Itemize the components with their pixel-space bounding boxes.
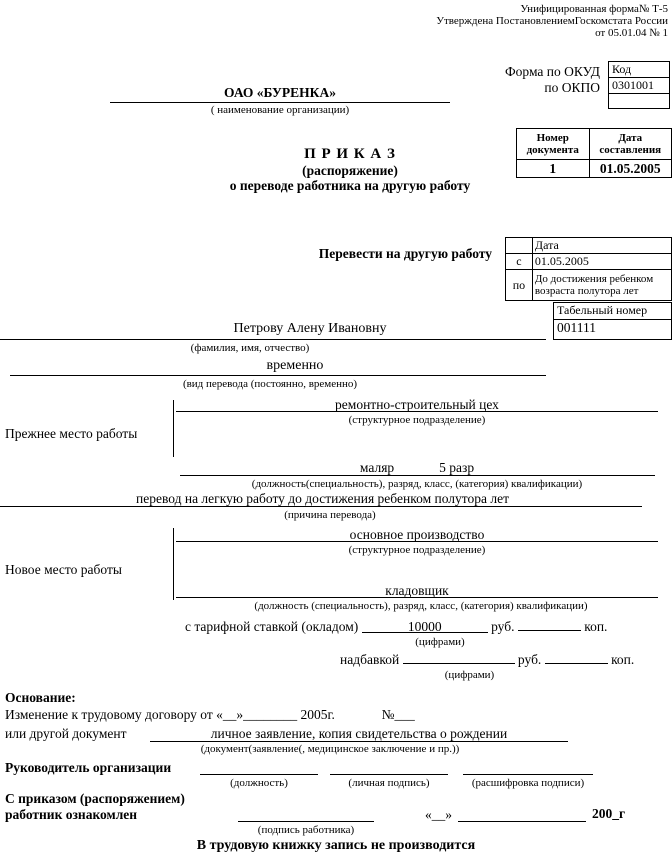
transfer-to-value: До достижения ребенком возраста полутора лет: [532, 270, 671, 301]
fio-caption: (фамилия, имя, отчество): [190, 342, 310, 354]
other-doc-label: или другой документ: [5, 726, 127, 741]
form-note-line3: от 05.01.04 № 1: [595, 27, 668, 39]
basis-number-blank: №___: [381, 707, 415, 722]
salary-kop-blank: [518, 617, 581, 631]
new-department-caption: (структурное подразделение): [348, 544, 486, 556]
personnel-number-value: 001111: [557, 320, 596, 335]
bonus-kop-blank: [545, 650, 608, 664]
transfer-date-header: Дата: [532, 238, 671, 254]
form-note: [248, 3, 668, 39]
head-position-blank: [200, 774, 318, 775]
transfer-label: Перевести на другую работу: [318, 246, 492, 261]
code-box: [608, 61, 670, 109]
org-name: ОАО «БУРЕНКА»: [224, 85, 336, 100]
head-position-caption: (должность): [230, 777, 288, 789]
new-position-caption: (должность (специальность), разряд, класс, (категория) квалификации): [254, 600, 588, 612]
salary-digits-caption: (цифрами): [415, 636, 465, 648]
transfer-date-table: [505, 237, 672, 301]
transfer-from-value: 01.05.2005: [532, 254, 671, 270]
form-note-line2: Утверждена ПостановлениемГоскомстата России: [436, 15, 668, 27]
transfer-reason-caption: (причина перевода): [284, 509, 376, 521]
salary-line: [185, 617, 607, 635]
head-signature-blank: [330, 774, 448, 775]
previous-department-caption: (структурное подразделение): [348, 414, 486, 426]
new-place-label: Новое место работы: [5, 562, 122, 577]
doc-subtitle: (распоряжение): [302, 163, 398, 178]
new-place-bracket: [173, 528, 174, 600]
doc-number-header: Номер документа: [517, 129, 590, 160]
transfer-empty-cell: [506, 238, 533, 254]
salary-label: с тарифной ставкой (окладом): [185, 619, 359, 634]
personnel-number-box: [553, 302, 672, 340]
previous-position-underline: [180, 475, 655, 476]
basis-label: Основание:: [5, 690, 76, 705]
acquainted-year: 200_г: [592, 806, 626, 821]
doc-date-value: 01.05.2005: [589, 160, 672, 178]
head-label: Руководитель организации: [5, 760, 172, 775]
head-signature-caption: (личная подпись): [348, 777, 430, 789]
previous-department: ремонтно-строительный цех: [335, 397, 499, 412]
other-doc-caption: (документ(заявление(, медицинское заключение и пр.)): [200, 743, 460, 755]
transfer-to-label: по: [506, 270, 533, 301]
transfer-reason-underline: [0, 506, 642, 507]
salary-value-blank: 10000: [362, 619, 488, 633]
new-department-underline: [176, 541, 658, 542]
bonus-label: надбавкой: [340, 652, 400, 667]
new-position: кладовщик: [385, 583, 449, 598]
personnel-number-label: Табельный номер: [554, 303, 671, 320]
transfer-from-label: с: [506, 254, 533, 270]
bonus-line: [340, 650, 634, 668]
acquainted-date-blank: [458, 821, 586, 822]
doc-date-header: Дата составления: [589, 129, 672, 160]
okpo-label: по ОКПО: [544, 80, 600, 95]
okud-okpo-labels: [430, 64, 600, 96]
previous-grade: 5 разр: [439, 460, 475, 475]
salary-kop-label: коп.: [584, 619, 608, 634]
doc-subject: о переводе работника на другую работу: [229, 178, 471, 193]
bonus-value-blank: [403, 650, 515, 664]
transfer-kind-caption: (вид перевода (постоянно, временно): [182, 378, 358, 390]
acquainted-line2: работник ознакомлен: [5, 807, 138, 822]
acquainted-date-quotes: «__»: [425, 807, 452, 822]
head-transcript-caption: (расшифровка подписи): [471, 777, 585, 789]
salary-rub-label: руб.: [491, 619, 515, 634]
new-department: основное производство: [349, 527, 485, 542]
code-box-header: Код: [609, 62, 669, 78]
head-transcript-blank: [463, 774, 593, 775]
previous-position: маляр: [359, 460, 395, 475]
previous-place-bracket: [173, 400, 174, 457]
doc-number-value: 1: [517, 160, 590, 178]
okud-code-value: 0301001: [609, 78, 669, 94]
bonus-digits-caption: (цифрами): [444, 669, 495, 681]
other-doc-value: личное заявление, копия свидетельства о рождении: [150, 726, 568, 742]
basis-contract-text: Изменение к трудовому договору от «__»________ 2005г.: [5, 707, 335, 722]
transfer-reason: перевод на легкую работу до достижения ребенком полутора лет: [136, 491, 509, 506]
fio-underline: [0, 339, 546, 340]
okpo-code-value: [609, 94, 669, 108]
basis-contract-line: [5, 707, 415, 723]
bonus-rub-label: руб.: [517, 652, 542, 667]
okud-label: Форма по ОКУД: [504, 64, 600, 79]
employee-fio: Петрову Алену Ивановну: [233, 321, 387, 336]
worker-signature-blank: [238, 821, 374, 822]
org-name-caption: ( наименование организации): [210, 104, 350, 116]
previous-position-line: [176, 460, 658, 476]
acquainted-line1: С приказом (распоряжением): [5, 791, 185, 806]
previous-place-label: Прежнее место работы: [5, 426, 138, 441]
doc-title: П Р И К А З: [304, 146, 396, 162]
new-position-underline: [176, 597, 658, 598]
transfer-kind-underline: [10, 375, 546, 376]
previous-position-caption: (должность(специальность), разряд, класс, (категория) квалификации): [251, 478, 583, 490]
previous-department-underline: [176, 411, 658, 412]
bonus-kop-label: коп.: [611, 652, 635, 667]
transfer-kind: временно: [266, 358, 324, 373]
workbook-note: В трудовую книжку запись не производится: [196, 838, 476, 853]
worker-signature-caption: (подпись работника): [257, 824, 355, 836]
form-note-line1: Унифицированная форма№ Т-5: [520, 3, 668, 15]
org-name-underline: [110, 102, 450, 103]
